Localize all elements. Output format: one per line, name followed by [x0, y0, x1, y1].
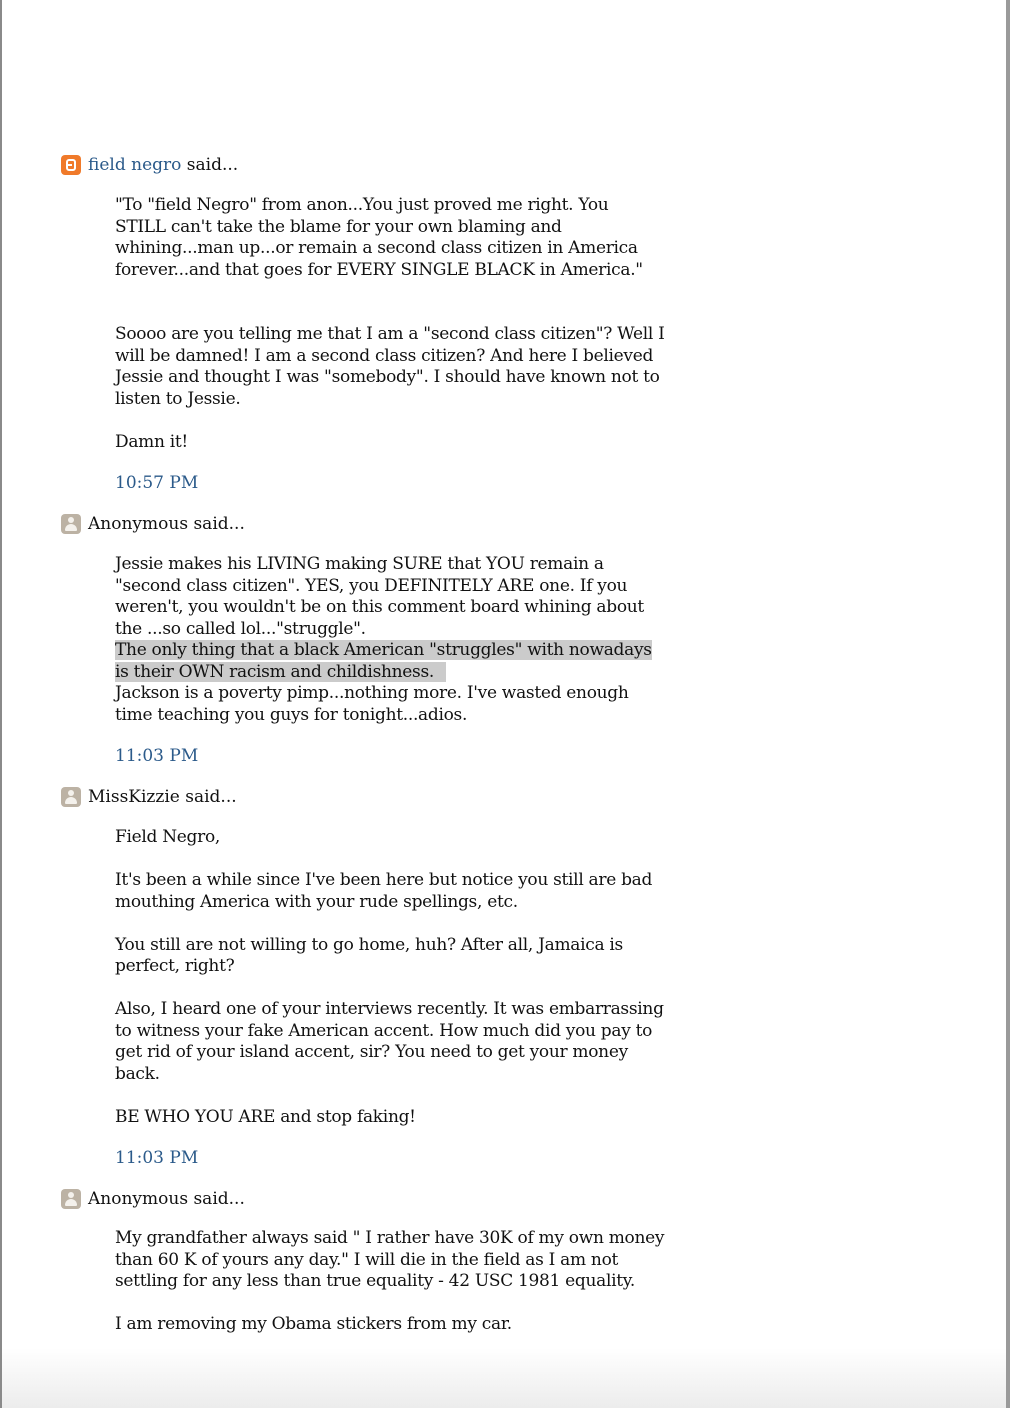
comment-body	[115, 1228, 667, 1336]
comment-body	[115, 827, 667, 1128]
comment-author	[61, 786, 237, 808]
author-name: Anonymous	[88, 1189, 189, 1209]
comment-body	[115, 195, 667, 453]
page-border-right	[1006, 0, 1010, 1408]
highlighted-paragraph	[115, 640, 656, 683]
comment-author	[61, 1188, 245, 1210]
comment-paragraph: "To "field Negro" from anon...You just proved me right. You STILL can't take the blame for your own blaming and whining...man up...or remain a second class citizen in America forever...and that goes for EVERY SINGLE BLACK in America."	[115, 195, 643, 280]
comment-author	[61, 513, 245, 535]
comment-timestamp[interactable]: 11:03 PM	[115, 746, 199, 766]
comment-paragraph: My grandfather always said " I rather have 30K of my own money than 60 K of yours any day." I will die in the field as I am not settling for any less than true equality - 42 USC 1981 equality.	[115, 1228, 665, 1291]
comment-paragraph: Soooo are you telling me that I am a "second class citizen"? Well I will be damned! I am a second class citizen? And here I believed Jessie and thought I was "somebody". I should have known not to listen to Jessie.	[115, 324, 665, 409]
page-border-left	[0, 0, 2, 1408]
said-label: said...	[186, 155, 239, 175]
anonymous-user-icon	[61, 1189, 81, 1209]
comment-body	[115, 554, 667, 726]
said-label: said...	[193, 1189, 245, 1209]
comment-paragraph: Field Negro,	[115, 827, 220, 847]
comment-paragraph: BE WHO YOU ARE and stop faking!	[115, 1106, 416, 1127]
comment-paragraph: Also, I heard one of your interviews recently. It was embarrassing to witness your fake American accent. How much did you pay to get rid of your island accent, sir? You need to get your money back.	[115, 999, 664, 1084]
comment-paragraph: I am removing my Obama stickers from my car.	[115, 1314, 512, 1334]
comment-author	[61, 154, 238, 176]
comment-paragraph: You still are not willing to go home, huh? After all, Jamaica is perfect, right?	[115, 934, 623, 976]
blogger-icon[interactable]	[61, 155, 81, 175]
said-label: said...	[185, 787, 237, 807]
author-link[interactable]: field negro	[88, 155, 182, 175]
author-name: Anonymous	[88, 514, 189, 534]
comment-paragraph: Damn it!	[115, 431, 188, 452]
selected-text[interactable]: The only thing that a black American "struggles" with nowadays is their OWN racism and childishness.	[115, 640, 652, 682]
comment-paragraph: It's been a while since I've been here but notice you still are bad mouthing America with your rude spellings, etc.	[115, 870, 653, 912]
anonymous-user-icon	[61, 514, 81, 534]
said-label: said...	[193, 514, 245, 534]
comment-timestamp[interactable]: 11:03 PM	[115, 1148, 199, 1168]
bottom-shadow	[2, 1348, 1006, 1408]
user-profile-icon	[61, 787, 81, 807]
comment-timestamp[interactable]: 10:57 PM	[115, 473, 199, 493]
author-name: MissKizzie	[88, 787, 180, 807]
comment-paragraph: Jessie makes his LIVING making SURE that YOU remain a "second class citizen". YES, you DEFINITELY ARE one. If you weren't, you wouldn't be on this comment board whining about the ...so called lol..."struggle".	[115, 554, 644, 639]
comment-paragraph: Jackson is a poverty pimp...nothing more. I've wasted enough time teaching you guys for tonight...adios.	[115, 683, 629, 725]
